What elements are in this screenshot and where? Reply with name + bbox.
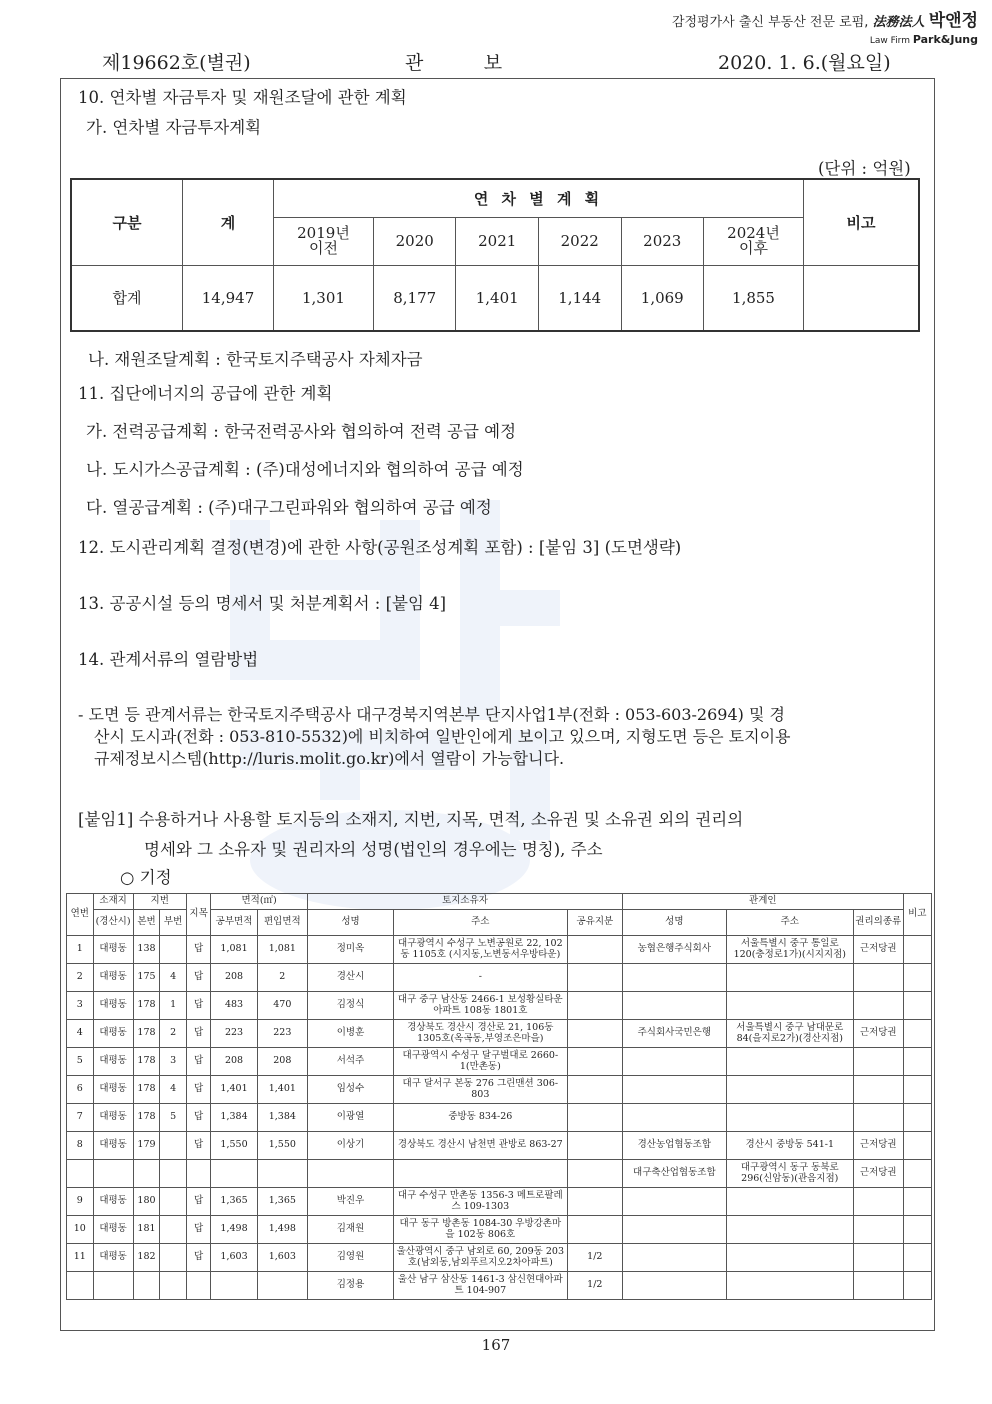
cell-pub: 208 xyxy=(211,1048,257,1076)
cell-jimok xyxy=(186,1272,211,1300)
cell-inc: 223 xyxy=(257,1020,307,1048)
cell-name xyxy=(307,1160,393,1188)
cell-rname xyxy=(623,964,726,992)
cell-inc: 1,365 xyxy=(257,1188,307,1216)
cell-pub: 483 xyxy=(211,992,257,1020)
row-value: 1,144 xyxy=(538,265,621,331)
att1-line2: 명세와 그 소유자 및 권리자의 성명(법인의 경우에는 명칭), 주소 xyxy=(144,840,603,859)
cell-remark xyxy=(903,1216,931,1244)
table-row xyxy=(67,992,932,1020)
cell-name: 경산시 xyxy=(307,964,393,992)
cell-inc: 1,498 xyxy=(257,1216,307,1244)
cell-jimok: 답 xyxy=(186,1104,211,1132)
cell-right xyxy=(853,1188,903,1216)
cell-right: 근저당권 xyxy=(853,1160,903,1188)
table-row xyxy=(67,1216,932,1244)
cell-name: 이광열 xyxy=(307,1104,393,1132)
cell-addr: 울산광역시 중구 남외로 60, 209동 203호(남외동,남외푸르지오2차아파트) xyxy=(394,1244,567,1272)
cell-sub xyxy=(160,1272,186,1300)
cell-raddr: 서울특별시 중구 통일로 120(충정로1가)(시지지점) xyxy=(726,936,853,964)
cell-right: 근저당권 xyxy=(853,1020,903,1048)
att1-bullet: ○ 기정 xyxy=(120,868,172,887)
th-year: 2022 xyxy=(538,217,621,265)
cell-remark xyxy=(903,1020,931,1048)
th-jimok: 지목 xyxy=(186,894,211,936)
th-right: 권리의종류 xyxy=(853,910,903,936)
cell-addr xyxy=(394,1160,567,1188)
cell-share xyxy=(567,1048,623,1076)
sec11-a: 가. 전력공급계획 : 한국전력공사와 협의하여 전력 공급 예정 xyxy=(86,422,517,441)
cell-remark xyxy=(903,964,931,992)
cell-addr: 대구 중구 남산동 2466-1 보성황실타운아파트 108동 1801호 xyxy=(394,992,567,1020)
th-area-pub: 공부면적 xyxy=(211,910,257,936)
cell-jimok: 답 xyxy=(186,1048,211,1076)
cell-raddr: 대구광역시 동구 동북로 296(신암동)(관음지점) xyxy=(726,1160,853,1188)
sec11-b: 나. 도시가스공급계획 : (주)대성에너지와 협의하여 공급 예정 xyxy=(86,460,524,479)
cell-share xyxy=(567,1020,623,1048)
cell-raddr: 서울특별시 중구 남대문로 84(을지로2가)(경산지점) xyxy=(726,1020,853,1048)
cell-inc: 208 xyxy=(257,1048,307,1076)
sec10-title: 10. 연차별 자금투자 및 재원조달에 관한 계획 xyxy=(78,88,407,107)
cell-right xyxy=(853,1244,903,1272)
cell-jimok: 답 xyxy=(186,992,211,1020)
cell-no: 6 xyxy=(67,1076,94,1104)
cell-share xyxy=(567,936,623,964)
cell-main: 179 xyxy=(133,1132,160,1160)
row-value: 1,855 xyxy=(704,265,804,331)
cell-sub: 4 xyxy=(160,964,186,992)
row-label: 합계 xyxy=(71,265,183,331)
cell-loc: 대평동 xyxy=(93,1188,133,1216)
cell-no: 2 xyxy=(67,964,94,992)
cell-raddr xyxy=(726,992,853,1020)
cell-sub: 4 xyxy=(160,1076,186,1104)
cell-rname xyxy=(623,1272,726,1300)
cell-no: 10 xyxy=(67,1216,94,1244)
cell-right: 근저당권 xyxy=(853,936,903,964)
cell-raddr xyxy=(726,1188,853,1216)
cell-loc: 대평동 xyxy=(93,1132,133,1160)
cell-main: 178 xyxy=(133,1076,160,1104)
cell-remark xyxy=(903,1160,931,1188)
table-row xyxy=(67,1132,932,1160)
cell-loc: 대평동 xyxy=(93,1216,133,1244)
cell-rname xyxy=(623,1188,726,1216)
cell-pub: 1,401 xyxy=(211,1076,257,1104)
sec14-line2: 산시 도시과(전화 : 053-810-5532)에 비치하여 일반인에게 보이고 있으며, 지형도면 등은 토지이용 xyxy=(94,727,791,746)
cell-main: 178 xyxy=(133,1020,160,1048)
th-total: 계 xyxy=(183,179,274,265)
cell-right xyxy=(853,1216,903,1244)
firm-tagline: 감정평가사 출신 부동산 전문 로펌, xyxy=(671,15,869,30)
th-area: 면적(㎡) xyxy=(211,894,308,910)
cell-rname xyxy=(623,1076,726,1104)
cell-jimok: 답 xyxy=(186,1132,211,1160)
cell-share xyxy=(567,1076,623,1104)
cell-remark xyxy=(903,1272,931,1300)
cell-right xyxy=(853,1048,903,1076)
issue-number: 제19662호(별권) xyxy=(102,52,251,74)
cell-main: 180 xyxy=(133,1188,160,1216)
cell-name: 이병훈 xyxy=(307,1020,393,1048)
cell-inc: 1,401 xyxy=(257,1076,307,1104)
cell-right xyxy=(853,1076,903,1104)
cell-remark xyxy=(903,1104,931,1132)
sec11-title: 11. 집단에너지의 공급에 관한 계획 xyxy=(78,384,333,403)
firm-name-hanja: 法務法人 xyxy=(872,15,925,30)
cell-name: 이상기 xyxy=(307,1132,393,1160)
cell-addr: 경상북도 경산시 남천면 관방로 863-27 xyxy=(394,1132,567,1160)
cell-share: 1/2 xyxy=(567,1272,623,1300)
cell-name: 정미옥 xyxy=(307,936,393,964)
table-row xyxy=(67,1020,932,1048)
cell-loc: 대평동 xyxy=(93,1048,133,1076)
cell-jimok: 답 xyxy=(186,1216,211,1244)
cell-name: 김재원 xyxy=(307,1216,393,1244)
row-remark xyxy=(804,265,920,331)
land-owner-table xyxy=(66,893,932,1300)
cell-rname xyxy=(623,1244,726,1272)
table-row xyxy=(67,1188,932,1216)
cell-pub xyxy=(211,1272,257,1300)
cell-pub: 1,384 xyxy=(211,1104,257,1132)
table-row xyxy=(67,1160,932,1188)
cell-raddr xyxy=(726,1048,853,1076)
cell-inc: 470 xyxy=(257,992,307,1020)
cell-pub: 223 xyxy=(211,1020,257,1048)
cell-addr: 중방동 834-26 xyxy=(394,1104,567,1132)
th-rel: 관계인 xyxy=(623,894,903,910)
cell-main xyxy=(133,1272,160,1300)
cell-jimok xyxy=(186,1160,211,1188)
cell-name: 박진우 xyxy=(307,1188,393,1216)
th-addr: 주소 xyxy=(394,910,567,936)
cell-rname: 대구축산업협동조합 xyxy=(623,1160,726,1188)
cell-sub: 5 xyxy=(160,1104,186,1132)
cell-jimok: 답 xyxy=(186,1020,211,1048)
th-main: 본번 xyxy=(133,910,160,936)
sec10-sub-b: 나. 재원조달계획 : 한국토지주택공사 자체자금 xyxy=(88,350,423,369)
th-remark: 비고 xyxy=(804,179,920,265)
cell-sub xyxy=(160,1188,186,1216)
cell-sub xyxy=(160,1160,186,1188)
cell-jimok: 답 xyxy=(186,1244,211,1272)
cell-addr: 경상북도 경산시 경산로 21, 106동 1305호(옥곡동,부영조은마을) xyxy=(394,1020,567,1048)
cell-main: 178 xyxy=(133,1104,160,1132)
cell-loc xyxy=(93,1272,133,1300)
cell-rname: 주식회사국민은행 xyxy=(623,1020,726,1048)
cell-pub xyxy=(211,1160,257,1188)
cell-remark xyxy=(903,1076,931,1104)
cell-addr: 대구광역시 수성구 노변공원로 22, 102동 1105호 (시지동,노변동서우방타운) xyxy=(394,936,567,964)
th-rel-name: 성명 xyxy=(623,910,726,936)
issue-date: 2020. 1. 6.(월요일) xyxy=(718,52,891,74)
cell-addr: - xyxy=(394,964,567,992)
page-number: 167 xyxy=(481,1336,511,1354)
cell-sub xyxy=(160,1244,186,1272)
cell-pub: 1,081 xyxy=(211,936,257,964)
cell-jimok: 답 xyxy=(186,964,211,992)
firm-name-kr: 박앤정 xyxy=(928,11,978,31)
cell-right xyxy=(853,1272,903,1300)
cell-right xyxy=(853,1104,903,1132)
th-gubun: 구분 xyxy=(71,179,183,265)
th-plan: 연 차 별 계 획 xyxy=(274,179,804,217)
cell-jimok: 답 xyxy=(186,1076,211,1104)
th-no: 연번 xyxy=(67,894,94,936)
sec14-title: 14. 관계서류의 열람방법 xyxy=(78,650,259,669)
row-total: 14,947 xyxy=(183,265,274,331)
th-name: 성명 xyxy=(307,910,393,936)
cell-no: 9 xyxy=(67,1188,94,1216)
table-row xyxy=(67,1244,932,1272)
cell-name: 서석주 xyxy=(307,1048,393,1076)
th-share: 공유지분 xyxy=(567,910,623,936)
sec14-line1: - 도면 등 관계서류는 한국토지주택공사 대구경북지역본부 단지사업1부(전화 : 053-603-2694) 및 경 xyxy=(78,705,785,724)
sec14-line3: 규제정보시스템(http://luris.molit.go.kr)에서 열람이 가능합니다. xyxy=(94,749,565,768)
cell-no: 11 xyxy=(67,1244,94,1272)
cell-loc: 대평동 xyxy=(93,936,133,964)
cell-remark xyxy=(903,1244,931,1272)
cell-rname xyxy=(623,1104,726,1132)
cell-inc: 1,081 xyxy=(257,936,307,964)
cell-addr: 대구 수성구 만촌동 1356-3 메트로팔레스 109-1303 xyxy=(394,1188,567,1216)
cell-share xyxy=(567,1216,623,1244)
cell-pub: 1,498 xyxy=(211,1216,257,1244)
cell-rname xyxy=(623,992,726,1020)
cell-sub xyxy=(160,936,186,964)
row-value: 1,069 xyxy=(621,265,704,331)
th-sub: 부번 xyxy=(160,910,186,936)
investment-plan-table xyxy=(70,178,920,332)
att1-line1: [붙임1] 수용하거나 사용할 토지등의 소재지, 지번, 지목, 면적, 소유권 및 소유권 외의 권리의 xyxy=(78,810,744,829)
th-area-inc: 편입면적 xyxy=(257,910,307,936)
cell-main xyxy=(133,1160,160,1188)
cell-share xyxy=(567,1160,623,1188)
cell-pub: 1,365 xyxy=(211,1188,257,1216)
th-jibun: 지번 xyxy=(133,894,186,910)
cell-share xyxy=(567,1188,623,1216)
th-loc: 소재지 xyxy=(93,894,133,910)
cell-addr: 대구광역시 수성구 달구벌대로 2660-1(만촌동) xyxy=(394,1048,567,1076)
th-year: 2023 xyxy=(621,217,704,265)
cell-raddr xyxy=(726,964,853,992)
th-remark2: 비고 xyxy=(903,894,931,936)
cell-pub: 1,550 xyxy=(211,1132,257,1160)
cell-jimok: 답 xyxy=(186,1188,211,1216)
cell-main: 178 xyxy=(133,1048,160,1076)
cell-main: 182 xyxy=(133,1244,160,1272)
cell-right: 근저당권 xyxy=(853,1132,903,1160)
th-year: 2020 xyxy=(373,217,456,265)
cell-raddr xyxy=(726,1216,853,1244)
th-year: 2024년 이후 xyxy=(704,217,804,265)
cell-loc: 대평동 xyxy=(93,1104,133,1132)
cell-name: 김정용 xyxy=(307,1272,393,1300)
cell-addr: 대구 동구 방촌동 1084-30 우방강촌마을 102동 806호 xyxy=(394,1216,567,1244)
cell-sub: 2 xyxy=(160,1020,186,1048)
th-year: 2019년 이전 xyxy=(274,217,374,265)
table-row xyxy=(67,1048,932,1076)
sec12: 12. 도시관리계획 결정(변경)에 관한 사항(공원조성계획 포함) : [붙임 3] (도면생략) xyxy=(78,538,682,557)
cell-no: 7 xyxy=(67,1104,94,1132)
cell-loc: 대평동 xyxy=(93,1244,133,1272)
th-rel-addr: 주소 xyxy=(726,910,853,936)
cell-main: 178 xyxy=(133,992,160,1020)
cell-loc: 대평동 xyxy=(93,992,133,1020)
cell-pub: 1,603 xyxy=(211,1244,257,1272)
cell-share xyxy=(567,964,623,992)
cell-no xyxy=(67,1160,94,1188)
table-row xyxy=(67,964,932,992)
cell-name: 김정식 xyxy=(307,992,393,1020)
cell-jimok: 답 xyxy=(186,936,211,964)
cell-inc: 1,603 xyxy=(257,1244,307,1272)
cell-remark xyxy=(903,1188,931,1216)
cell-share xyxy=(567,1104,623,1132)
table-row xyxy=(67,1076,932,1104)
gazette-title: 관 보 xyxy=(405,52,503,74)
cell-sub: 1 xyxy=(160,992,186,1020)
cell-raddr xyxy=(726,1272,853,1300)
firm-name-en-small: Law Firm xyxy=(869,36,910,46)
cell-no: 5 xyxy=(67,1048,94,1076)
cell-name: 김영원 xyxy=(307,1244,393,1272)
cell-loc: 대평동 xyxy=(93,964,133,992)
cell-no: 1 xyxy=(67,936,94,964)
cell-sub xyxy=(160,1216,186,1244)
cell-inc: 1,384 xyxy=(257,1104,307,1132)
cell-rname: 경산농업협동조합 xyxy=(623,1132,726,1160)
cell-inc xyxy=(257,1272,307,1300)
cell-no: 8 xyxy=(67,1132,94,1160)
table-row xyxy=(67,1272,932,1300)
cell-raddr xyxy=(726,1244,853,1272)
cell-addr: 울산 남구 삼산동 1461-3 삼신현대아파트 104-907 xyxy=(394,1272,567,1300)
th-loc-sub: (경산시) xyxy=(93,910,133,936)
cell-name: 임성수 xyxy=(307,1076,393,1104)
law-firm-banner xyxy=(672,6,978,46)
cell-remark xyxy=(903,936,931,964)
cell-right xyxy=(853,992,903,1020)
cell-no: 4 xyxy=(67,1020,94,1048)
firm-name-en: Park&Jung xyxy=(912,33,978,46)
cell-no xyxy=(67,1272,94,1300)
cell-share: 1/2 xyxy=(567,1244,623,1272)
cell-raddr xyxy=(726,1076,853,1104)
cell-rname: 농협은행주식회사 xyxy=(623,936,726,964)
th-year: 2021 xyxy=(456,217,539,265)
cell-rname xyxy=(623,1216,726,1244)
table-row xyxy=(67,936,932,964)
cell-share xyxy=(567,992,623,1020)
cell-remark xyxy=(903,1048,931,1076)
sec13: 13. 공공시설 등의 명세서 및 처분계획서 : [붙임 4] xyxy=(78,594,447,613)
cell-sub: 3 xyxy=(160,1048,186,1076)
cell-sub xyxy=(160,1132,186,1160)
cell-pub: 208 xyxy=(211,964,257,992)
th-owner: 토지소유자 xyxy=(307,894,622,910)
row-value: 1,401 xyxy=(456,265,539,331)
cell-loc: 대평동 xyxy=(93,1076,133,1104)
cell-inc xyxy=(257,1160,307,1188)
cell-loc: 대평동 xyxy=(93,1020,133,1048)
sec11-c: 다. 열공급계획 : (주)대구그린파워와 협의하여 공급 예정 xyxy=(86,498,492,517)
sec10-sub-a: 가. 연차별 자금투자계획 xyxy=(86,118,262,137)
cell-inc: 2 xyxy=(257,964,307,992)
row-value: 1,301 xyxy=(274,265,374,331)
cell-raddr: 경산시 중방동 541-1 xyxy=(726,1132,853,1160)
row-value: 8,177 xyxy=(373,265,456,331)
cell-remark xyxy=(903,992,931,1020)
cell-loc xyxy=(93,1160,133,1188)
cell-share xyxy=(567,1132,623,1160)
cell-main: 175 xyxy=(133,964,160,992)
cell-raddr xyxy=(726,1104,853,1132)
cell-main: 138 xyxy=(133,936,160,964)
cell-addr: 대구 달서구 본동 276 그린맨션 306-803 xyxy=(394,1076,567,1104)
cell-main: 181 xyxy=(133,1216,160,1244)
cell-rname xyxy=(623,1048,726,1076)
cell-inc: 1,550 xyxy=(257,1132,307,1160)
cell-remark xyxy=(903,1132,931,1160)
cell-no: 3 xyxy=(67,992,94,1020)
unit-label: (단위 : 억원) xyxy=(818,159,911,178)
cell-right xyxy=(853,964,903,992)
table-row xyxy=(67,1104,932,1132)
